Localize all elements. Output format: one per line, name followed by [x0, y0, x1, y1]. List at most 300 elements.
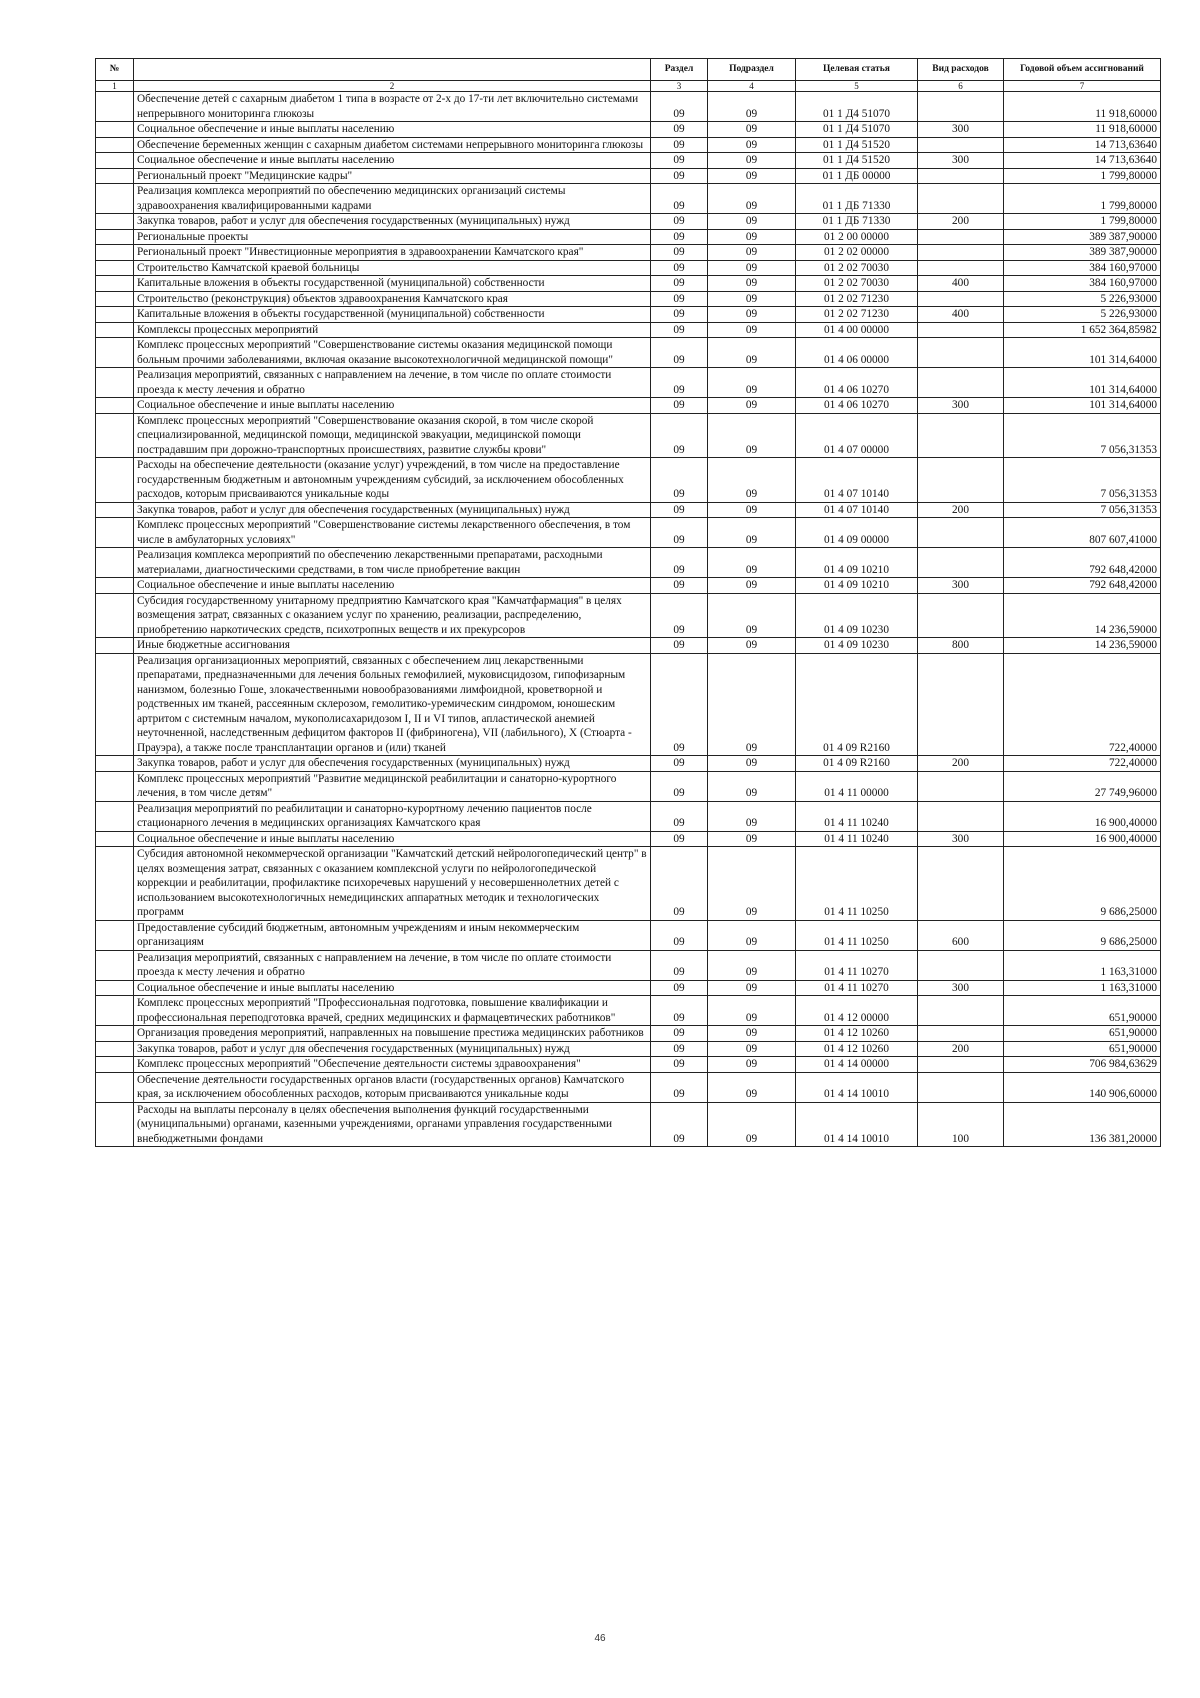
- row-expense-type: 300: [918, 980, 1004, 996]
- row-section: 09: [651, 548, 708, 578]
- row-amount: 1 799,80000: [1004, 214, 1161, 230]
- row-target-code: 01 4 07 10140: [796, 502, 918, 518]
- row-amount: 389 387,90000: [1004, 245, 1161, 261]
- table-row: [96, 756, 1161, 772]
- row-number: [96, 276, 134, 292]
- row-name: Обеспечение детей с сахарным диабетом 1 типа в возрасте от 2-х до 17-ти лет включительно системами непрерывного мониторинга глюкозы: [134, 92, 651, 122]
- row-amount: 101 314,64000: [1004, 338, 1161, 368]
- row-target-code: 01 1 Д4 51070: [796, 92, 918, 122]
- row-name: Закупка товаров, работ и услуг для обеспечения государственных (муниципальных) нужд: [134, 502, 651, 518]
- row-section: 09: [651, 920, 708, 950]
- column-number: 5: [796, 81, 918, 92]
- row-section: 09: [651, 368, 708, 398]
- row-name: Комплексы процессных мероприятий: [134, 322, 651, 338]
- row-target-code: 01 1 ДБ 71330: [796, 214, 918, 230]
- row-section: 09: [651, 291, 708, 307]
- row-target-code: 01 4 11 00000: [796, 771, 918, 801]
- row-expense-type: [918, 518, 1004, 548]
- row-amount: 136 381,20000: [1004, 1102, 1161, 1147]
- row-expense-type: 600: [918, 920, 1004, 950]
- row-name: Реализация организационных мероприятий, связанных с обеспечением лиц лекарственными препаратами, предназначенными для лечения больных гемофилией, муковисцидозом, гипофизарным нанизмом, болезнью Гоше, злокачественными новообразованиями лимфоидной, кроветворной и родственных им тканей, рассеянным склерозом, гемолитико-уремическим синдромом, юношеским артритом с системным началом, мукополисахаридозом I, II и VI типов, апластической анемией неуточненной, наследственным дефицитом факторов II (фибриногена), VII (лабильного), X (Стюарта - Прауэра), а также после трансплантации органов и (или) тканей: [134, 653, 651, 756]
- row-section: 09: [651, 137, 708, 153]
- row-expense-type: [918, 801, 1004, 831]
- row-name: Предоставление субсидий бюджетным, автономным учреждениям и иным некоммерческим организациям: [134, 920, 651, 950]
- row-amount: 722,40000: [1004, 653, 1161, 756]
- row-expense-type: [918, 92, 1004, 122]
- row-section: 09: [651, 1041, 708, 1057]
- row-section: 09: [651, 831, 708, 847]
- row-number: [96, 122, 134, 138]
- row-number: [96, 153, 134, 169]
- row-expense-type: [918, 771, 1004, 801]
- row-target-code: 01 4 09 10210: [796, 548, 918, 578]
- row-number: [96, 593, 134, 638]
- row-target-code: 01 2 02 70030: [796, 260, 918, 276]
- row-section: 09: [651, 245, 708, 261]
- row-number: [96, 291, 134, 307]
- row-section: 09: [651, 92, 708, 122]
- row-section: 09: [651, 184, 708, 214]
- row-target-code: 01 2 02 00000: [796, 245, 918, 261]
- row-name: Социальное обеспечение и иные выплаты населению: [134, 578, 651, 594]
- row-number: [96, 184, 134, 214]
- row-number: [96, 996, 134, 1026]
- row-amount: 651,90000: [1004, 1041, 1161, 1057]
- header-expense-type: Вид расходов: [918, 59, 1004, 81]
- row-subsection: 09: [708, 548, 796, 578]
- row-expense-type: [918, 996, 1004, 1026]
- budget-sheet: [95, 58, 1160, 1147]
- row-number: [96, 368, 134, 398]
- row-section: 09: [651, 260, 708, 276]
- row-target-code: 01 1 ДБ 00000: [796, 168, 918, 184]
- table-body: [96, 92, 1161, 1147]
- row-section: 09: [651, 307, 708, 323]
- row-expense-type: 400: [918, 276, 1004, 292]
- row-number: [96, 229, 134, 245]
- row-number: [96, 1102, 134, 1147]
- header-section: Раздел: [651, 59, 708, 81]
- row-subsection: 09: [708, 578, 796, 594]
- row-number: [96, 950, 134, 980]
- row-name: Комплекс процессных мероприятий "Совершенствование системы оказания медицинской помощи больным прочими заболеваниями, включая оказание высокотехнологичной медицинской помощи": [134, 338, 651, 368]
- row-name: Капитальные вложения в объекты государственной (муниципальной) собственности: [134, 276, 651, 292]
- header-amount: Годовой объем ассигнований: [1004, 59, 1161, 81]
- row-name: Субсидия государственному унитарному предприятию Камчатского края "Камчатфармация" в целях возмещения затрат, связанных с оказанием услуг по хранению, реализации, распределению, приобретению наркотических средств, психотропных веществ и их прекурсоров: [134, 593, 651, 638]
- row-target-code: 01 2 02 70030: [796, 276, 918, 292]
- row-name: Иные бюджетные ассигнования: [134, 638, 651, 654]
- row-expense-type: 300: [918, 153, 1004, 169]
- row-subsection: 09: [708, 260, 796, 276]
- row-name: Реализация мероприятий, связанных с направлением на лечение, в том числе по оплате стоимости проезда к месту лечения и обратно: [134, 950, 651, 980]
- row-target-code: 01 4 11 10240: [796, 801, 918, 831]
- row-subsection: 09: [708, 653, 796, 756]
- table-row: [96, 638, 1161, 654]
- row-number: [96, 92, 134, 122]
- row-number: [96, 920, 134, 950]
- row-target-code: 01 1 Д4 51520: [796, 153, 918, 169]
- row-name: Строительство Камчатской краевой больницы: [134, 260, 651, 276]
- row-target-code: 01 4 12 10260: [796, 1026, 918, 1042]
- row-name: Расходы на выплаты персоналу в целях обеспечения выполнения функций государственными (муниципальными) органами, казенными учреждениями, органами управления государственными внебюджетными фондами: [134, 1102, 651, 1147]
- row-number: [96, 137, 134, 153]
- row-expense-type: 200: [918, 756, 1004, 772]
- row-target-code: 01 2 00 00000: [796, 229, 918, 245]
- row-target-code: 01 4 09 R2160: [796, 653, 918, 756]
- row-amount: 101 314,64000: [1004, 368, 1161, 398]
- row-name: Социальное обеспечение и иные выплаты населению: [134, 398, 651, 414]
- row-expense-type: 300: [918, 122, 1004, 138]
- row-subsection: 09: [708, 245, 796, 261]
- row-expense-type: 800: [918, 638, 1004, 654]
- row-amount: 807 607,41000: [1004, 518, 1161, 548]
- row-section: 09: [651, 338, 708, 368]
- row-subsection: 09: [708, 638, 796, 654]
- row-amount: 1 799,80000: [1004, 184, 1161, 214]
- row-amount: 11 918,60000: [1004, 92, 1161, 122]
- column-number: 4: [708, 81, 796, 92]
- row-subsection: 09: [708, 214, 796, 230]
- table-row: [96, 1102, 1161, 1147]
- row-number: [96, 1026, 134, 1042]
- row-subsection: 09: [708, 229, 796, 245]
- table-row: [96, 338, 1161, 368]
- row-expense-type: [918, 229, 1004, 245]
- row-subsection: 09: [708, 502, 796, 518]
- row-amount: 7 056,31353: [1004, 458, 1161, 503]
- row-subsection: 09: [708, 368, 796, 398]
- row-target-code: 01 4 09 10230: [796, 593, 918, 638]
- row-expense-type: [918, 245, 1004, 261]
- row-target-code: 01 4 14 10010: [796, 1102, 918, 1147]
- row-target-code: 01 4 11 10250: [796, 847, 918, 921]
- row-expense-type: [918, 653, 1004, 756]
- row-name: Комплекс процессных мероприятий "Развитие медицинской реабилитации и санаторно-курортного лечения, в том числе детям": [134, 771, 651, 801]
- table-row: [96, 920, 1161, 950]
- table-row: [96, 229, 1161, 245]
- row-expense-type: [918, 950, 1004, 980]
- row-subsection: 09: [708, 831, 796, 847]
- row-section: 09: [651, 801, 708, 831]
- column-number: 7: [1004, 81, 1161, 92]
- row-expense-type: [918, 338, 1004, 368]
- row-number: [96, 502, 134, 518]
- row-subsection: 09: [708, 950, 796, 980]
- row-name: Строительство (реконструкция) объектов здравоохранения Камчатского края: [134, 291, 651, 307]
- row-amount: 9 686,25000: [1004, 920, 1161, 950]
- table-row: [96, 184, 1161, 214]
- table-row: [96, 548, 1161, 578]
- row-name: Реализация мероприятий по реабилитации и санаторно-курортному лечению пациентов после стационарного лечения в медицинских организациях Камчатского края: [134, 801, 651, 831]
- row-number: [96, 338, 134, 368]
- table-row: [96, 291, 1161, 307]
- row-section: 09: [651, 638, 708, 654]
- row-target-code: 01 4 14 00000: [796, 1057, 918, 1073]
- row-amount: 9 686,25000: [1004, 847, 1161, 921]
- table-row: [96, 653, 1161, 756]
- row-target-code: 01 2 02 71230: [796, 307, 918, 323]
- row-expense-type: [918, 847, 1004, 921]
- row-amount: 384 160,97000: [1004, 276, 1161, 292]
- row-name: Комплекс процессных мероприятий "Совершенствование оказания скорой, в том числе скорой специализированной, медицинской помощи, медицинской эвакуации, медицинской помощи пострадавшим при дорожно-транспортных происшествиях, развитие службы крови": [134, 413, 651, 458]
- row-expense-type: [918, 260, 1004, 276]
- row-section: 09: [651, 578, 708, 594]
- row-number: [96, 398, 134, 414]
- row-name: Комплекс процессных мероприятий "Совершенствование системы лекарственного обеспечения, в том числе в амбулаторных условиях": [134, 518, 651, 548]
- row-name: Социальное обеспечение и иные выплаты населению: [134, 980, 651, 996]
- row-target-code: 01 4 12 00000: [796, 996, 918, 1026]
- row-amount: 389 387,90000: [1004, 229, 1161, 245]
- table-row: [96, 771, 1161, 801]
- row-target-code: 01 4 12 10260: [796, 1041, 918, 1057]
- row-expense-type: 200: [918, 1041, 1004, 1057]
- row-subsection: 09: [708, 518, 796, 548]
- row-name: Региональный проект "Инвестиционные мероприятия в здравоохранении Камчатского края": [134, 245, 651, 261]
- row-section: 09: [651, 996, 708, 1026]
- row-number: [96, 771, 134, 801]
- row-target-code: 01 4 07 10140: [796, 458, 918, 503]
- row-section: 09: [651, 1102, 708, 1147]
- row-amount: 140 906,60000: [1004, 1072, 1161, 1102]
- row-amount: 384 160,97000: [1004, 260, 1161, 276]
- table-row: [96, 996, 1161, 1026]
- table-row: [96, 1041, 1161, 1057]
- table-row: [96, 413, 1161, 458]
- row-name: Реализация комплекса мероприятий по обеспечению медицинских организаций системы здравоохранения квалифицированными кадрами: [134, 184, 651, 214]
- row-amount: 1 163,31000: [1004, 950, 1161, 980]
- row-subsection: 09: [708, 1041, 796, 1057]
- table-row: [96, 245, 1161, 261]
- table-row: [96, 847, 1161, 921]
- row-expense-type: [918, 413, 1004, 458]
- row-subsection: 09: [708, 307, 796, 323]
- table-row: [96, 578, 1161, 594]
- row-target-code: 01 4 06 10270: [796, 398, 918, 414]
- row-target-code: 01 1 Д4 51520: [796, 137, 918, 153]
- row-subsection: 09: [708, 153, 796, 169]
- row-amount: 651,90000: [1004, 996, 1161, 1026]
- row-subsection: 09: [708, 458, 796, 503]
- row-number: [96, 653, 134, 756]
- column-number: 3: [651, 81, 708, 92]
- row-target-code: 01 4 14 10010: [796, 1072, 918, 1102]
- row-expense-type: [918, 184, 1004, 214]
- row-expense-type: [918, 322, 1004, 338]
- row-subsection: 09: [708, 322, 796, 338]
- row-amount: 14 713,63640: [1004, 137, 1161, 153]
- row-section: 09: [651, 847, 708, 921]
- row-subsection: 09: [708, 996, 796, 1026]
- row-number: [96, 756, 134, 772]
- row-subsection: 09: [708, 338, 796, 368]
- column-number: 6: [918, 81, 1004, 92]
- row-number: [96, 168, 134, 184]
- row-name: Комплекс процессных мероприятий "Обеспечение деятельности системы здравоохранения": [134, 1057, 651, 1073]
- header-subsection: Подраздел: [708, 59, 796, 81]
- row-expense-type: 400: [918, 307, 1004, 323]
- row-amount: 792 648,42000: [1004, 548, 1161, 578]
- table-row: [96, 980, 1161, 996]
- row-expense-type: 100: [918, 1102, 1004, 1147]
- row-expense-type: [918, 1026, 1004, 1042]
- row-section: 09: [651, 398, 708, 414]
- row-amount: 14 236,59000: [1004, 593, 1161, 638]
- row-number: [96, 322, 134, 338]
- row-subsection: 09: [708, 291, 796, 307]
- row-number: [96, 245, 134, 261]
- row-number: [96, 413, 134, 458]
- row-subsection: 09: [708, 184, 796, 214]
- row-amount: 722,40000: [1004, 756, 1161, 772]
- table-row: [96, 322, 1161, 338]
- row-amount: 14 236,59000: [1004, 638, 1161, 654]
- budget-table: [95, 58, 1161, 1147]
- table-row: [96, 153, 1161, 169]
- table-row: [96, 801, 1161, 831]
- row-number: [96, 847, 134, 921]
- row-target-code: 01 1 ДБ 71330: [796, 184, 918, 214]
- row-subsection: 09: [708, 756, 796, 772]
- row-amount: 1 799,80000: [1004, 168, 1161, 184]
- table-row: [96, 831, 1161, 847]
- row-subsection: 09: [708, 1102, 796, 1147]
- row-section: 09: [651, 593, 708, 638]
- row-section: 09: [651, 276, 708, 292]
- row-target-code: 01 4 11 10270: [796, 980, 918, 996]
- row-section: 09: [651, 153, 708, 169]
- row-amount: 7 056,31353: [1004, 502, 1161, 518]
- row-name: Региональный проект "Медицинские кадры": [134, 168, 651, 184]
- page-number: 46: [594, 1633, 606, 1644]
- row-name: Социальное обеспечение и иные выплаты населению: [134, 153, 651, 169]
- row-subsection: 09: [708, 1057, 796, 1073]
- row-subsection: 09: [708, 593, 796, 638]
- row-subsection: 09: [708, 1072, 796, 1102]
- row-target-code: 01 4 07 00000: [796, 413, 918, 458]
- row-section: 09: [651, 1072, 708, 1102]
- row-amount: 5 226,93000: [1004, 307, 1161, 323]
- row-expense-type: 300: [918, 578, 1004, 594]
- row-subsection: 09: [708, 920, 796, 950]
- row-section: 09: [651, 518, 708, 548]
- row-subsection: 09: [708, 168, 796, 184]
- row-number: [96, 831, 134, 847]
- column-number: 2: [134, 81, 651, 92]
- row-number: [96, 548, 134, 578]
- row-name: Расходы на обеспечение деятельности (оказание услуг) учреждений, в том числе на предоставление государственным бюджетным и автономным учреждениям субсидий, за исключением обособленных расходов, которым присваиваются уникальные коды: [134, 458, 651, 503]
- row-section: 09: [651, 771, 708, 801]
- row-section: 09: [651, 950, 708, 980]
- row-name: Обеспечение деятельности государственных органов власти (государственных органов) Камчатского края, за исключением обособленных расходов, которым присваиваются уникальные коды: [134, 1072, 651, 1102]
- row-number: [96, 1041, 134, 1057]
- column-number: 1: [96, 81, 134, 92]
- table-row: [96, 1026, 1161, 1042]
- row-target-code: 01 4 11 10250: [796, 920, 918, 950]
- row-expense-type: [918, 1072, 1004, 1102]
- row-section: 09: [651, 1026, 708, 1042]
- table-row: [96, 1072, 1161, 1102]
- row-amount: 651,90000: [1004, 1026, 1161, 1042]
- row-amount: 101 314,64000: [1004, 398, 1161, 414]
- row-amount: 16 900,40000: [1004, 831, 1161, 847]
- row-section: 09: [651, 214, 708, 230]
- row-name: Реализация комплекса мероприятий по обеспечению лекарственными препаратами, расходными материалами, диагностическими средствами, в том числе приобретение вакцин: [134, 548, 651, 578]
- row-name: Закупка товаров, работ и услуг для обеспечения государственных (муниципальных) нужд: [134, 214, 651, 230]
- row-section: 09: [651, 502, 708, 518]
- row-target-code: 01 4 09 10210: [796, 578, 918, 594]
- row-target-code: 01 4 09 00000: [796, 518, 918, 548]
- row-number: [96, 1057, 134, 1073]
- row-target-code: 01 1 Д4 51070: [796, 122, 918, 138]
- row-expense-type: [918, 137, 1004, 153]
- table-row: [96, 398, 1161, 414]
- row-section: 09: [651, 322, 708, 338]
- row-subsection: 09: [708, 801, 796, 831]
- row-expense-type: [918, 368, 1004, 398]
- table-row: [96, 950, 1161, 980]
- row-section: 09: [651, 653, 708, 756]
- row-section: 09: [651, 980, 708, 996]
- row-name: Субсидия автономной некоммерческой организации "Камчатский детский нейрологопедический центр" в целях возмещения затрат, связанных с оказанием комплексной услуги по нейрологопедической коррекции и реабилитации, профилактике психоречевых нарушений у несовершеннолетних детей с использованием высокотехнологичных немедицинских аппаратных методик и технологических программ: [134, 847, 651, 921]
- table-row: [96, 214, 1161, 230]
- row-target-code: 01 4 09 R2160: [796, 756, 918, 772]
- row-number: [96, 578, 134, 594]
- row-number: [96, 1072, 134, 1102]
- row-target-code: 01 4 06 00000: [796, 338, 918, 368]
- row-name: Закупка товаров, работ и услуг для обеспечения государственных (муниципальных) нужд: [134, 756, 651, 772]
- table-row: [96, 502, 1161, 518]
- row-section: 09: [651, 756, 708, 772]
- table-row: [96, 458, 1161, 503]
- table-row: [96, 1057, 1161, 1073]
- row-name: Закупка товаров, работ и услуг для обеспечения государственных (муниципальных) нужд: [134, 1041, 651, 1057]
- row-expense-type: [918, 593, 1004, 638]
- row-amount: 5 226,93000: [1004, 291, 1161, 307]
- row-amount: 27 749,96000: [1004, 771, 1161, 801]
- row-expense-type: [918, 168, 1004, 184]
- row-amount: 792 648,42000: [1004, 578, 1161, 594]
- row-subsection: 09: [708, 771, 796, 801]
- table-row: [96, 122, 1161, 138]
- row-amount: 16 900,40000: [1004, 801, 1161, 831]
- row-name: Организация проведения мероприятий, направленных на повышение престижа медицинских работников: [134, 1026, 651, 1042]
- row-subsection: 09: [708, 980, 796, 996]
- row-expense-type: [918, 1057, 1004, 1073]
- row-number: [96, 214, 134, 230]
- row-section: 09: [651, 122, 708, 138]
- row-expense-type: [918, 291, 1004, 307]
- row-target-code: 01 4 00 00000: [796, 322, 918, 338]
- row-name: Региональные проекты: [134, 229, 651, 245]
- header-row: [96, 59, 1161, 81]
- row-amount: 7 056,31353: [1004, 413, 1161, 458]
- row-name: Социальное обеспечение и иные выплаты населению: [134, 831, 651, 847]
- row-number: [96, 307, 134, 323]
- row-expense-type: 200: [918, 214, 1004, 230]
- table-row: [96, 593, 1161, 638]
- row-expense-type: 200: [918, 502, 1004, 518]
- table-row: [96, 260, 1161, 276]
- row-subsection: 09: [708, 847, 796, 921]
- row-section: 09: [651, 413, 708, 458]
- table-row: [96, 92, 1161, 122]
- row-expense-type: [918, 548, 1004, 578]
- table-row: [96, 518, 1161, 548]
- row-section: 09: [651, 1057, 708, 1073]
- row-amount: 1 163,31000: [1004, 980, 1161, 996]
- table-row: [96, 307, 1161, 323]
- row-subsection: 09: [708, 413, 796, 458]
